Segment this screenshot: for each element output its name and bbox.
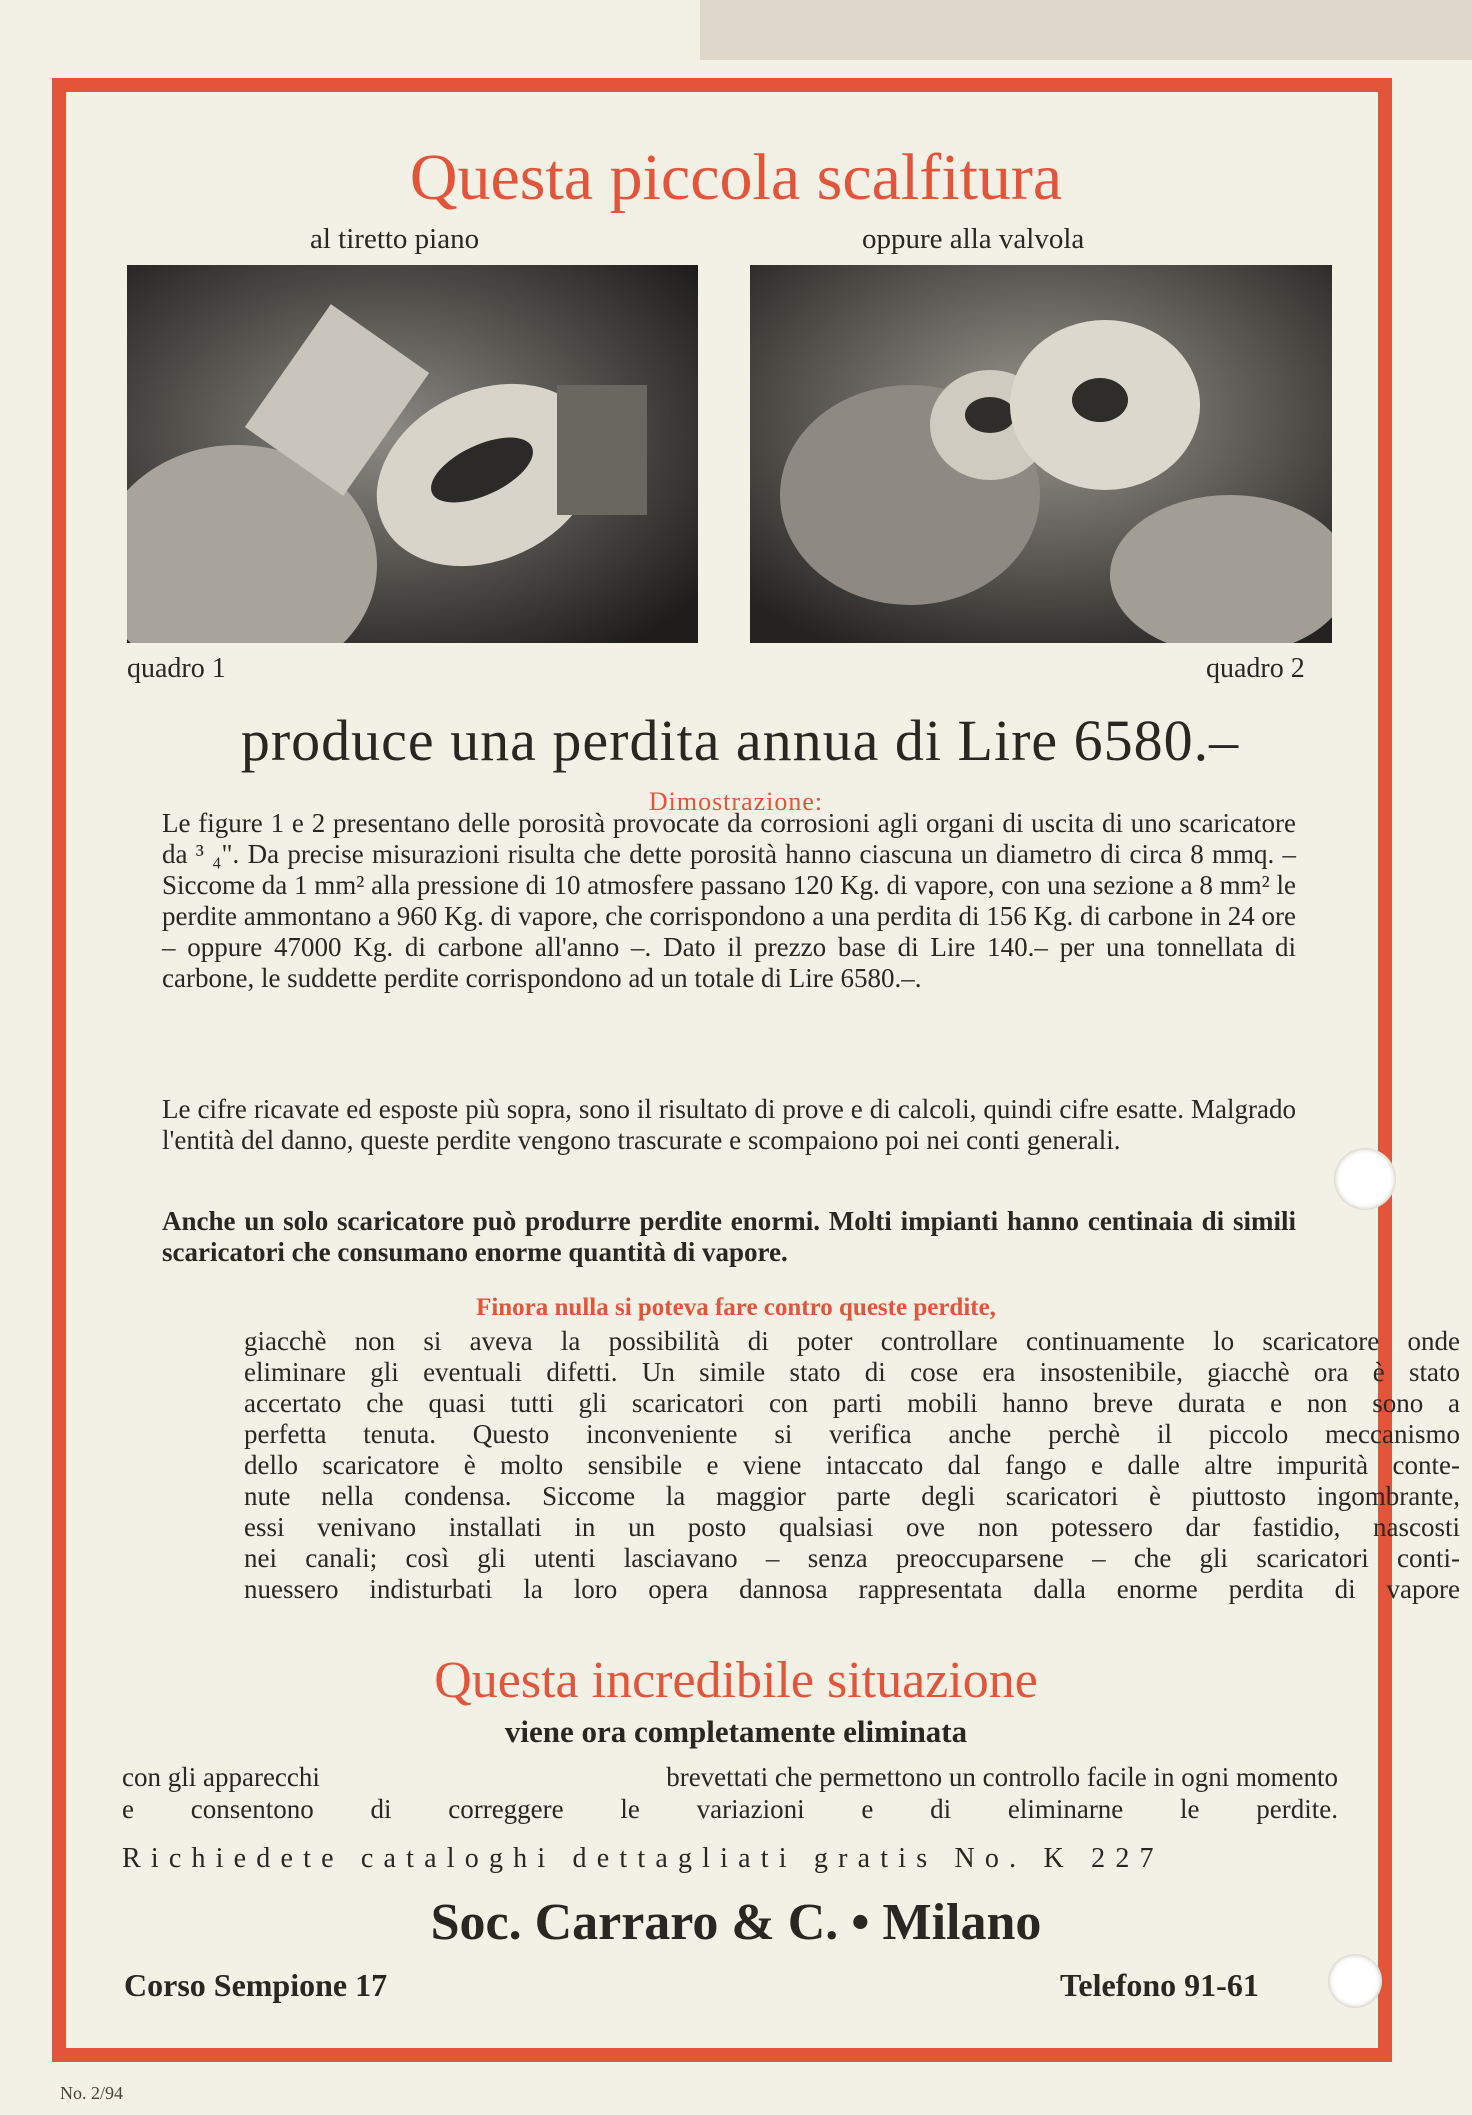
solution-line1-start: con gli apparecchi (122, 1762, 320, 1792)
torn-notch (1334, 1148, 1396, 1210)
left-photo-label: al tiretto piano (310, 223, 480, 255)
company-phone: Telefono 91-61 (1060, 1967, 1259, 2003)
finora-body (122, 1326, 1460, 1605)
solution-subtitle: viene ora completamente eliminata (504, 1714, 968, 1749)
solution-line1-end: brevettati che permettono un controllo facile in ogni momento (666, 1762, 1338, 1792)
demonstration-title: Dimostrazione: (648, 787, 824, 816)
solution-title: Questa incredibile situazione (434, 1652, 1038, 1709)
finora-line: essi venivano installati in un posto qualsiasi ove non potessero dar fastidio, nascosti (244, 1512, 1460, 1542)
finora-line: dello scaricatore è molto sensibile e viene intaccato dal fango e dalle altre impurità conte- (244, 1450, 1460, 1480)
photo-quadro-2 (750, 265, 1332, 643)
footer-number: No. 2/94 (60, 2083, 123, 2103)
finora-title: Finora nulla si poteva fare contro queste perdite, (476, 1294, 996, 1321)
solution-line2: e consentono di correggere le variazioni e di eliminarne le perdite. (122, 1794, 1338, 1824)
demonstration-emphasis: Anche un solo scaricatore può produrre perdite enormi. Molti impianti hanno centinaia di simili scaricatori che consumano enorme quantità di vapore. (162, 1206, 1296, 1267)
punch-hole (1328, 1954, 1382, 2008)
finora-line: nuessero indisturbati la loro opera dannosa rappresentata dalla enorme perdita di vapore (244, 1574, 1460, 1604)
finora-line: giacchè non si aveva la possibilità di poter controllare continuamente lo scaricatore onde (244, 1326, 1460, 1356)
torn-edge (700, 0, 1472, 60)
catalog-request: Richiedete cataloghi dettagliati gratis No. K 227 (122, 1843, 1164, 1874)
main-title: Questa piccola scalfitura (409, 141, 1063, 214)
demonstration-paragraph-2: Le cifre ricavate ed esposte più sopra, sono il risultato di prove e di calcoli, quindi cifre esatte. Malgrado l'entità del danno, queste perdite vengono trascurate e scompaiono poi nei conti generali. (162, 1094, 1296, 1155)
company-address: Corso Sempione 17 (124, 1967, 388, 2003)
demonstration-paragraph-1: Le figure 1 e 2 presentano delle porosità provocate da corrosioni agli organi di uscita di uno scaricatore da ³ ₄". Da precise misurazioni risulta che dette porosità hanno ciascuna un diametro di circa 8 mmq. – Siccome da 1 mm² alla pressione di 10 atmosfere passano 120 Kg. di vapore, con una sezione a 8 mm² le perdite ammontano a 960 Kg. di vapore, che corrispondono a una perdita di 156 Kg. di carbone in 24 ore – oppure 47000 Kg. di carbone all'anno –. Dato il prezzo base di Lire 140.– per una tonnellata di carbone, le suddette perdite corrispondono ad un totale di Lire 6580.–. (162, 808, 1296, 993)
photo-quadro-1 (127, 265, 698, 643)
caption-quadro-1: quadro 1 (127, 653, 226, 684)
finora-line: accertato che quasi tutti gli scaricatori con parti mobili hanno breve durata e non sono a (244, 1388, 1460, 1418)
finora-line: perfetta tenuta. Questo inconveniente si verifica anche perchè il piccolo meccanismo (244, 1419, 1460, 1449)
finora-line: nei canali; così gli utenti lasciavano – senza preoccuparsene – che gli scaricatori conti- (244, 1543, 1460, 1573)
caption-quadro-2: quadro 2 (1206, 653, 1305, 684)
finora-line: nute nella condensa. Siccome la maggior parte degli scaricatori è piuttosto ingombrante, (244, 1481, 1460, 1511)
right-photo-label: oppure alla valvola (862, 223, 1085, 255)
headline: produce una perdita annua di Lire 6580.– (240, 708, 1240, 773)
finora-line: eliminare gli eventuali difetti. Un simile stato di cose era insostenibile, giacchè ora è stato (244, 1357, 1460, 1387)
company-name: Soc. Carraro & C. • Milano (430, 1894, 1042, 1951)
